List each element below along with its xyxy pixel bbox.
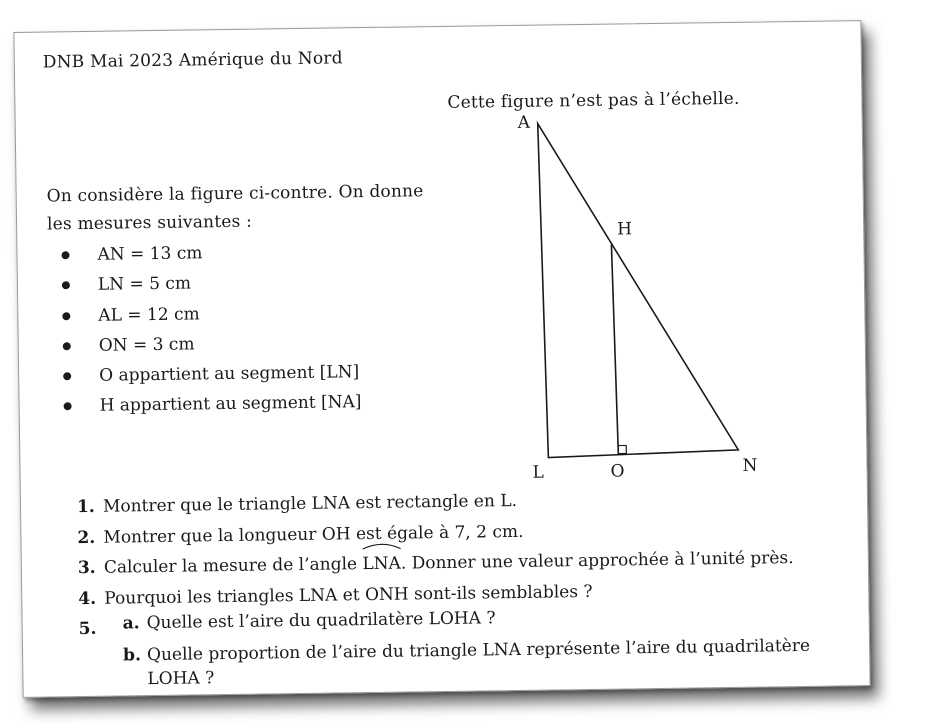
label-a: A xyxy=(517,112,531,133)
given-item: LN = 5 cm xyxy=(58,266,360,301)
sub-question-a: a. Quelle est l’aire du quadrilatère LOHA ? xyxy=(122,608,496,634)
intro-text: On considère la figure ci-contre. On donne les mesures suivantes : xyxy=(46,181,424,235)
given-item: AN = 13 cm xyxy=(57,236,359,271)
bullet-icon xyxy=(63,372,71,380)
given-item: H appartient au segment [NA] xyxy=(59,388,361,423)
exam-header: DNB Mai 2023 Amérique du Nord xyxy=(42,48,343,73)
figure-scale-note: Cette figure n’est pas à l’échelle. xyxy=(447,88,740,113)
label-h: H xyxy=(617,219,633,240)
given-item: O appartient au segment [LN] xyxy=(59,357,361,392)
exam-sheet xyxy=(13,20,870,698)
label-o: O xyxy=(610,461,625,482)
given-item: AL = 12 cm xyxy=(58,297,360,332)
segment-oh xyxy=(611,245,618,455)
label-n: N xyxy=(742,455,758,476)
bullet-icon xyxy=(61,251,69,259)
angle-hat-icon xyxy=(361,542,401,551)
question-1: 1. Montrer que le triangle LNA est rectangle en L. xyxy=(76,490,518,518)
label-l: L xyxy=(532,462,545,483)
bullet-icon xyxy=(62,281,70,289)
given-measures-list xyxy=(57,236,361,422)
bullet-icon xyxy=(64,403,72,411)
bullet-icon xyxy=(62,312,70,320)
triangle-figure xyxy=(516,112,781,486)
sub-question-b-continued: LOHA ? xyxy=(147,668,215,690)
question-3: 3. Calculer la mesure de l’angle LNA. Donner une valeur approchée à l’unité près. xyxy=(78,543,794,583)
question-4: 4. Pourquoi les triangles LNA et ONH sont-ils semblables ? xyxy=(78,581,593,609)
bullet-icon xyxy=(63,342,71,350)
triangle-lna xyxy=(538,121,739,458)
question-5: 5. xyxy=(78,618,97,640)
question-2: 2. Montrer que la longueur OH est égale à 7, 2 cm. xyxy=(77,521,524,548)
right-angle-mark xyxy=(618,445,626,453)
angle-notation: LNA xyxy=(362,549,401,580)
sub-question-b: b. Quelle proportion de l’aire du triangle LNA représente l’aire du quadrilatère xyxy=(122,635,811,666)
given-item: ON = 3 cm xyxy=(59,327,361,362)
